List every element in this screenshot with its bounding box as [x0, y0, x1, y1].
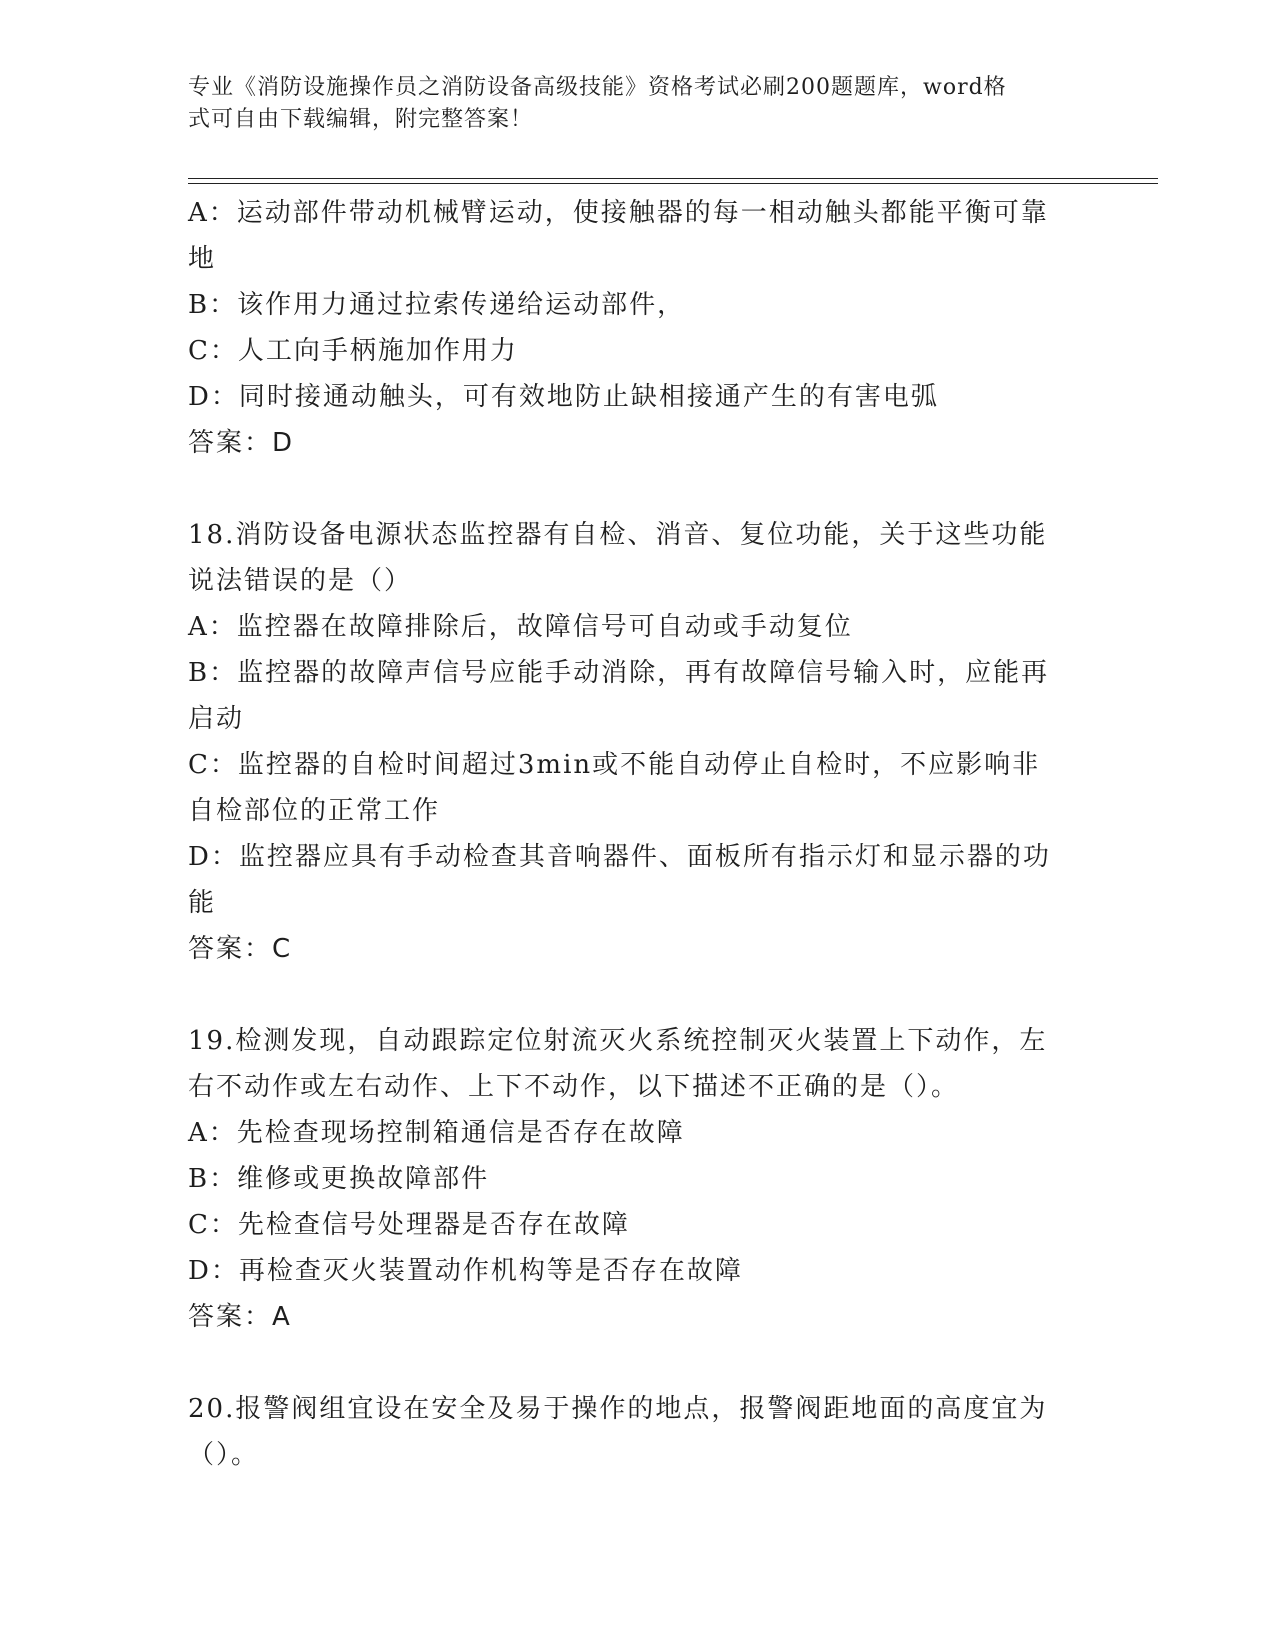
q18-option-c-line-1: C：监控器的自检时间超过3min或不能自动停止自检时，不应影响非 — [188, 750, 1041, 780]
q18-option-c-line-2: 自检部位的正常工作 — [188, 796, 441, 826]
q17-option-c: C：人工向手柄施加作用力 — [188, 336, 518, 366]
document-header — [188, 72, 1068, 136]
q19-stem-line-2: 右不动作或左右动作、上下不动作，以下描述不正确的是（）。 — [188, 1072, 960, 1102]
q18-option-d-line-1: D：监控器应具有手动检查其音响器件、面板所有指示灯和显示器的功 — [188, 842, 1051, 872]
q19-option-a: A：先检查现场控制箱通信是否存在故障 — [188, 1118, 685, 1148]
question-17 — [188, 190, 1088, 466]
q19-stem-line-1: 19.检测发现，自动跟踪定位射流灭火系统控制灭火装置上下动作，左 — [188, 1026, 1048, 1056]
q18-option-a: A：监控器在故障排除后，故障信号可自动或手动复位 — [188, 612, 853, 642]
spacer — [188, 466, 1088, 512]
header-line-2: 式可自由下载编辑，附完整答案！ — [188, 107, 534, 132]
q18-stem-line-2: 说法错误的是（） — [188, 566, 413, 596]
header-divider-top — [188, 178, 1158, 179]
q17-option-b: B：该作用力通过拉索传递给运动部件， — [188, 290, 686, 320]
q18-answer: 答案：C — [188, 934, 293, 964]
q18-option-b-line-1: B：监控器的故障声信号应能手动消除，再有故障信号输入时，应能再 — [188, 658, 1050, 688]
q17-answer: 答案：D — [188, 428, 295, 458]
q19-answer: 答案：A — [188, 1302, 292, 1332]
q19-option-d: D：再检查灭火装置动作机构等是否存在故障 — [188, 1256, 743, 1286]
spacer — [188, 972, 1088, 1018]
question-19 — [188, 1018, 1088, 1340]
q18-option-d-line-2: 能 — [188, 888, 217, 918]
question-20 — [188, 1386, 1088, 1478]
q18-option-b-line-2: 启动 — [188, 704, 245, 734]
spacer — [188, 1340, 1088, 1386]
q17-option-a-line-2: 地 — [188, 244, 217, 274]
q17-option-d: D：同时接通动触头，可有效地防止缺相接通产生的有害电弧 — [188, 382, 939, 412]
q19-option-b: B：维修或更换故障部件 — [188, 1164, 490, 1194]
q20-stem-line-2: （）。 — [188, 1440, 260, 1470]
question-content — [188, 190, 1088, 1478]
q18-stem-line-1: 18.消防设备电源状态监控器有自检、消音、复位功能，关于这些功能 — [188, 520, 1048, 550]
q20-stem-line-1: 20.报警阀组宜设在安全及易于操作的地点，报警阀距地面的高度宜为 — [188, 1394, 1048, 1424]
q19-option-c: C：先检查信号处理器是否存在故障 — [188, 1210, 630, 1240]
q17-option-a-line-1: A：运动部件带动机械臂运动，使接触器的每一相动触头都能平衡可靠 — [188, 198, 1049, 228]
question-18 — [188, 512, 1088, 972]
header-divider-bottom — [188, 183, 1158, 184]
header-line-1: 专业《消防设施操作员之消防设备高级技能》资格考试必刷200题题库，word格 — [188, 75, 1007, 100]
